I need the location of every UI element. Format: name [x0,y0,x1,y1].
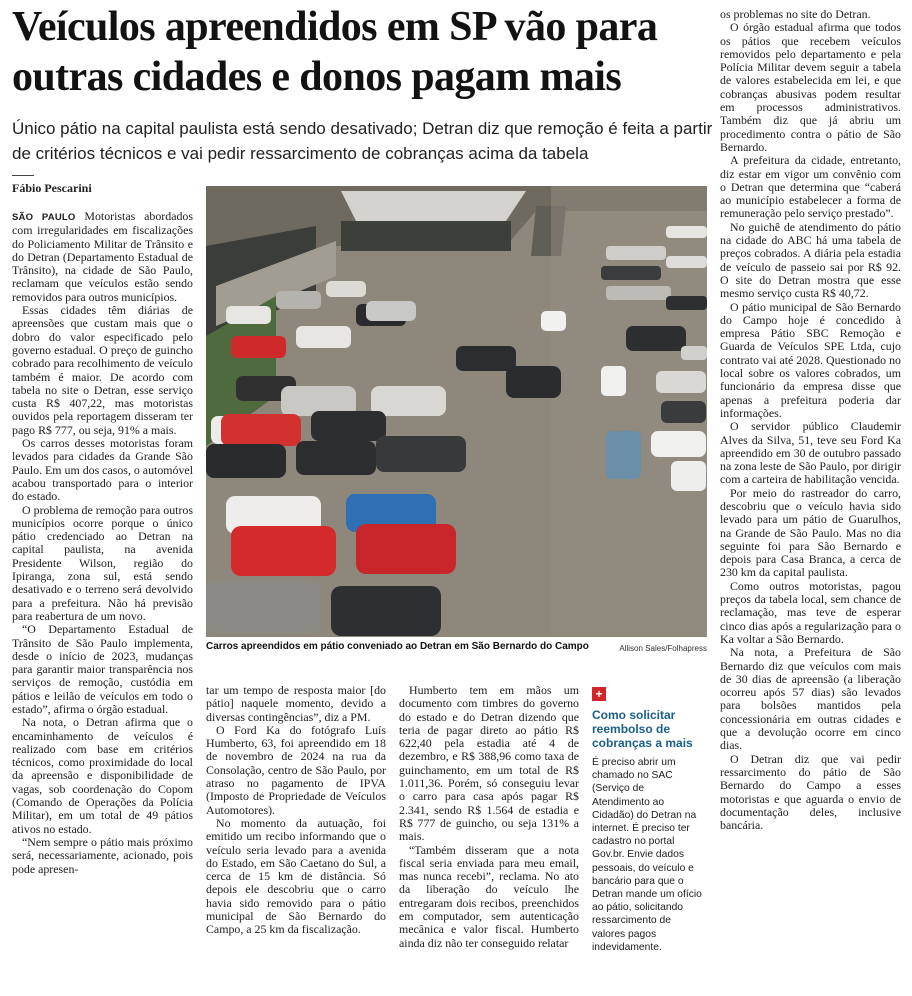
column-1 [12,210,193,876]
plus-icon: + [592,687,606,701]
box-title: Como solicitar reembolso de cobranças a mais [592,708,693,750]
box-text: É preciso abrir um chamado no SAC (Serviço de Atendimento ao Cidadão) do Detran na internet. É preciso ter cadastro no portal Gov.br. Envie dados pessoais, do veículo e bancário para que o Detran mande um ofício ao pátio, solicitando ressarcimento de valores pagos indevidamente. [592,757,702,953]
paragraph: No momento da autuação, foi emitido um recibo informando que o veículo seria levado para a avenida do Estado, em São Caetano do Sul, a cerca de 15 km de distância. Só depois ele descobriu que o carro havia sido removido para o pátio municipal de São Bernardo do Campo, a 25 km da fiscalização. [206,815,386,937]
paragraph: Por meio do rastreador do carro, descobriu que o veículo havia sido levado para um pátio de Guarulhos, na Grande de São Paulo. Mas no dia seguinte foi para São Bernardo e depois para Casa Branca, a cerca de 230 km da capital paulista. [720,485,901,580]
paragraph: O órgão estadual afirma que todos os pátios que recebem veículos removidos pelo departamento e pela Polícia Militar devem seguir a tabela de valores estabelecida em lei, e que cobranças abusivas podem resultar em processos administrativos. Também diz que já abriu um procedimento contra o pátio de São Bernardo. [720,20,901,154]
paragraph: “Nem sempre o pátio mais próximo será, necessariamente, acionado, pois pode apresen- [12,834,193,876]
column-2 [206,684,386,937]
paragraph: Na nota, o Detran afirma que o encaminhamento de veículos é realizado com base em critérios técnicos, como proximidade do local da apreensão e disponibilidade de vagas, sob coordenação do Copom (Comando de Operações da Polícia Militar), em um total de 49 pátios ativos no estado. [12,715,193,836]
byline: Fábio Pescarini [12,181,92,195]
paragraph: O Detran diz que vai pedir ressarcimento do pátio de São Bernardo do Campo a esses motoristas e que aguarda o envio de documentação deles, inclusive bancária. [720,751,901,833]
parking-lot-photo [206,186,707,637]
photo-caption: Carros apreendidos em pátio conveniado ao Detran em São Bernardo do Campo [206,641,589,652]
dateline: SÃO PAULO [12,212,76,223]
paragraph: Essas cidades têm diárias de apreensões que custam mais que o dobro do valor especificado pelo governo estadual. O preço de guincho cobrado para recolhimento de veículo também é maior. De acordo com tabela no site o Detran, esse serviço custa R$ 407,22, mas motoristas ouvidos pela reportagem disseram ter pago R$ 777, ou seja, 91% a mais. [12,303,193,437]
paragraph: O problema de remoção para outros municípios ocorre porque o único pátio credenciado ao Detran na capital paulista, na avenida Presidente Wilson, região do Ipiranga, zona sul, está sendo desativado e o terreno será devolvido para a prefeitura. Não há previsão para reabertura de um novo. [12,502,193,623]
paragraph: “Também disseram que a nota fiscal seria enviada para meu email, mas nunca recebi”, reclama. No ato da liberação do veículo lhe entregaram dois recibos, preenchidos em computador, sem autenticação mecânica e valor fiscal. Humberto ainda diz não ter conseguido relatar [399,842,579,950]
paragraph: O Ford Ka do fotógrafo Luís Humberto, 63, foi apreendido em 18 de novembro de 2024 na rua da Consolação, centro de São Paulo, por atraso no pagamento de IPVA (Imposto de Propriedade de Veículos Automotores). [206,722,386,817]
paragraph: No guichê de atendimento do pátio na cidade do ABC há uma tabela de preços cobrados. A diária pela estadia de veículo de passeio sai por R$ 92. O site do Detran mostra que esse mesmo serviço custa R$ 40,72. [720,219,901,301]
paragraph: Como outros motoristas, pagou preços da tabela local, sem chance de reclamação, mas teve de esperar cinco dias após a regularização para o Ka voltar a São Bernardo. [720,578,901,646]
paragraph: O servidor público Claudemir Alves da Silva, 51, teve seu Ford Ka apreendido em 30 de outubro passado na zona leste de São Paulo, por dirigir com a carteira de habilitação vencida. [720,419,901,487]
column-4 [720,8,901,832]
paragraph: “O Departamento Estadual de Trânsito de São Paulo implementa, desde o início de 2023, mudanças para garantir maior transparência nos serviços de remoção, custódia em pátios e leilão de veículos em todo o estado”, afirma o órgão estadual. [12,622,193,716]
photo [206,186,707,637]
paragraph: Na nota, a Prefeitura de São Bernardo diz que veículos com mais de 30 dias de apreensão (a liberação ocorreu após 57 dias) são levados para bolsões mantidos pela concessionária em outras cidades e que a devolução ocorre em cinco dias. [720,645,901,753]
lead-paragraph [12,210,193,304]
paragraph: tar um tempo de resposta maior [do pátio] naquele momento, devido a diversas contingências”, diz a PM. [206,683,386,724]
photo-credit: Allison Sales/Folhapress [619,644,707,653]
byline-rule [12,175,34,176]
paragraph: A prefeitura da cidade, entretanto, diz estar em vigor um convênio com o Detran que determina que “caberá ao município estabelecer a forma de remuneração pelo serviço prestado”. [720,153,901,221]
photo-caption-block [206,640,707,655]
lead-text: Motoristas abordados com irregularidades em fiscalizações do Policiamento Militar de Trânsito e do Detran (Departamento Estadual de Trânsito), na cidade de São Paulo, reclamam que veículos estão sendo removidos para outros municípios. [12,209,193,304]
reimbursement-info-box [592,687,704,954]
paragraph: O pátio municipal de São Bernardo do Campo hoje é concedido à empresa Pátio SBC Remoção e Guarda de Veículos SPE Ltda, cujo contrato vai até 2028. Questionado no local sobre os valores cobrados, um funcionário da empresa disse que apenas a prefeitura poderia dar informações. [720,299,901,420]
subheadline: Único pátio na capital paulista está sendo desativado; Detran diz que remoção é feita a partir de critérios técnicos e vai pedir ressarcimento de cobranças acima da tabela [12,119,713,163]
column-3 [399,684,579,950]
paragraph: Os carros desses motoristas foram levados para cidades da Grande São Paulo. Em um dos casos, o automóvel acabou transportado para o interior do estado. [12,436,193,504]
paragraph: os problemas no site do Detran. [720,7,871,21]
paragraph: Humberto tem em mãos um documento com timbres do governo do estado e do Detran dizendo que teria de pagar direto ao pátio R$ 622,40 pela estadia até 4 de dezembro, e R$ 388,96 como taxa de guinchamento, em um total de R$ 1.011,36. Porém, só conseguiu levar o carro para casa após pagar R$ 2.341, sendo R$ 1.564 de estadia e R$ 777 de guincho, ou seja 131% a mais. [399,683,579,844]
headline: Veículos apreendidos em SP vão para outras cidades e donos pagam mais [12,4,658,100]
